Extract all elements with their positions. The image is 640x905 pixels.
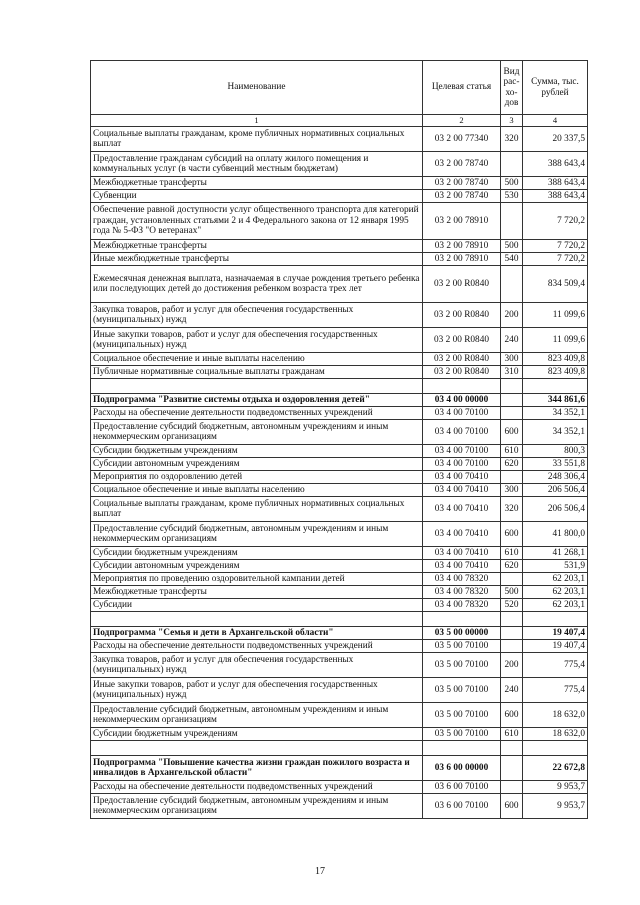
table-row	[91, 678, 588, 703]
row-expense-type: 500	[501, 177, 523, 190]
row-article	[423, 612, 501, 627]
table-row	[91, 253, 588, 266]
row-name: Закупка товаров, работ и услуг для обеспечения государственных (муниципальных) нужд	[91, 653, 423, 678]
row-sum: 62 203,1	[523, 573, 588, 586]
table-row	[91, 407, 588, 420]
row-article: 03 2 00 78740	[423, 152, 501, 177]
table-body	[91, 61, 588, 819]
row-sum: 19 407,4	[523, 627, 588, 640]
row-sum: 11 099,6	[523, 303, 588, 328]
row-expense-type	[501, 627, 523, 640]
row-expense-type: 310	[501, 366, 523, 379]
spacer-row	[91, 612, 588, 627]
row-sum: 41 268,1	[523, 547, 588, 560]
row-article	[423, 741, 501, 756]
row-name: Расходы на обеспечение деятельности подведомственных учреждений	[91, 407, 423, 420]
row-sum: 823 409,8	[523, 366, 588, 379]
row-sum	[523, 379, 588, 394]
row-article: 03 2 00 78910	[423, 203, 501, 240]
row-expense-type: 600	[501, 522, 523, 547]
row-expense-type: 610	[501, 547, 523, 560]
row-sum: 775,4	[523, 653, 588, 678]
row-expense-type: 600	[501, 703, 523, 728]
table-row	[91, 127, 588, 152]
row-article: 03 2 00 R0840	[423, 366, 501, 379]
row-sum: 388 643,4	[523, 177, 588, 190]
row-expense-type: 620	[501, 560, 523, 573]
row-article: 03 4 00 70100	[423, 420, 501, 445]
header-expense-type: Вид рас-хо-дов	[501, 61, 523, 115]
table-row	[91, 266, 588, 303]
row-article: 03 4 00 70410	[423, 471, 501, 484]
row-name: Публичные нормативные социальные выплаты гражданам	[91, 366, 423, 379]
row-name: Субсидии	[91, 599, 423, 612]
column-number-2: 2	[423, 115, 501, 127]
row-expense-type: 240	[501, 678, 523, 703]
spacer-row	[91, 379, 588, 394]
row-expense-type: 610	[501, 728, 523, 741]
header-sum: Сумма, тыс. рублей	[523, 61, 588, 115]
row-sum: 344 861,6	[523, 394, 588, 407]
table-row	[91, 152, 588, 177]
row-expense-type: 240	[501, 328, 523, 353]
row-name	[91, 379, 423, 394]
row-article: 03 4 00 70410	[423, 560, 501, 573]
header-row	[91, 61, 588, 115]
table-row	[91, 573, 588, 586]
row-expense-type	[501, 266, 523, 303]
row-sum	[523, 612, 588, 627]
table-row	[91, 366, 588, 379]
row-name	[91, 612, 423, 627]
column-number-4: 4	[523, 115, 588, 127]
row-name: Подпрограмма "Семья и дети в Архангельской области"	[91, 627, 423, 640]
row-expense-type	[501, 756, 523, 781]
row-expense-type: 300	[501, 484, 523, 497]
row-article: 03 2 00 R0840	[423, 266, 501, 303]
row-sum: 800,3	[523, 445, 588, 458]
row-article: 03 4 00 70100	[423, 445, 501, 458]
row-expense-type	[501, 741, 523, 756]
row-sum: 9 953,7	[523, 781, 588, 794]
row-article: 03 2 00 R0840	[423, 328, 501, 353]
row-article: 03 2 00 77340	[423, 127, 501, 152]
row-sum: 775,4	[523, 678, 588, 703]
row-expense-type	[501, 471, 523, 484]
header-article: Целевая статья	[423, 61, 501, 115]
row-sum: 7 720,2	[523, 203, 588, 240]
row-article: 03 4 00 70100	[423, 458, 501, 471]
row-name: Социальное обеспечение и иные выплаты населению	[91, 484, 423, 497]
row-expense-type	[501, 640, 523, 653]
column-number-1: 1	[91, 115, 423, 127]
row-expense-type: 200	[501, 653, 523, 678]
row-name: Иные закупки товаров, работ и услуг для обеспечения государственных (муниципальных) нужд	[91, 328, 423, 353]
table-row	[91, 781, 588, 794]
row-expense-type: 530	[501, 190, 523, 203]
row-name: Обеспечение равной доступности услуг общественного транспорта для категорий граждан, установленных статьями 2 и 4 Федерального закона от 12 января 1995 года № 5-ФЗ "О ветеранах"	[91, 203, 423, 240]
row-sum: 19 407,4	[523, 640, 588, 653]
row-article: 03 6 00 70100	[423, 781, 501, 794]
row-name: Ежемесячная денежная выплата, назначаемая в случае рождения третьего ребенка или последующих детей до достижения ребенком возраста трех лет	[91, 266, 423, 303]
row-sum: 388 643,4	[523, 190, 588, 203]
row-sum: 7 720,2	[523, 253, 588, 266]
subprogram-row	[91, 756, 588, 781]
table-row	[91, 445, 588, 458]
row-name: Субвенции	[91, 190, 423, 203]
row-expense-type: 610	[501, 445, 523, 458]
table-row	[91, 471, 588, 484]
row-article: 03 2 00 78740	[423, 177, 501, 190]
row-sum: 41 800,0	[523, 522, 588, 547]
row-name: Предоставление субсидий бюджетным, автономным учреждениям и иным некоммерческим организациям	[91, 703, 423, 728]
row-expense-type: 600	[501, 794, 523, 819]
table-row	[91, 420, 588, 445]
row-name: Предоставление субсидий бюджетным, автономным учреждениям и иным некоммерческим организациям	[91, 794, 423, 819]
row-name: Мероприятия по оздоровлению детей	[91, 471, 423, 484]
row-expense-type	[501, 407, 523, 420]
row-article: 03 6 00 00000	[423, 756, 501, 781]
row-article: 03 4 00 70410	[423, 547, 501, 560]
row-sum: 9 953,7	[523, 794, 588, 819]
table-row	[91, 177, 588, 190]
row-sum: 22 672,8	[523, 756, 588, 781]
row-name	[91, 741, 423, 756]
page-number: 17	[315, 866, 325, 877]
row-article: 03 5 00 70100	[423, 678, 501, 703]
row-name: Межбюджетные трансферты	[91, 586, 423, 599]
row-expense-type	[501, 612, 523, 627]
row-article: 03 6 00 70100	[423, 794, 501, 819]
row-expense-type: 540	[501, 253, 523, 266]
row-article: 03 5 00 70100	[423, 703, 501, 728]
table-row	[91, 303, 588, 328]
row-name: Расходы на обеспечение деятельности подведомственных учреждений	[91, 781, 423, 794]
table-row	[91, 640, 588, 653]
table-row	[91, 599, 588, 612]
row-name: Субсидии бюджетным учреждениям	[91, 728, 423, 741]
row-sum	[523, 741, 588, 756]
row-article	[423, 379, 501, 394]
row-expense-type: 500	[501, 586, 523, 599]
row-sum: 18 632,0	[523, 703, 588, 728]
row-article: 03 5 00 70100	[423, 640, 501, 653]
row-article: 03 5 00 70100	[423, 728, 501, 741]
row-article: 03 2 00 78910	[423, 240, 501, 253]
row-sum: 34 352,1	[523, 420, 588, 445]
table-row	[91, 240, 588, 253]
row-name: Социальные выплаты гражданам, кроме публичных нормативных социальных выплат	[91, 127, 423, 152]
row-expense-type: 600	[501, 420, 523, 445]
row-sum: 7 720,2	[523, 240, 588, 253]
row-expense-type: 320	[501, 127, 523, 152]
column-number-row	[91, 115, 588, 127]
budget-table	[90, 60, 588, 819]
column-number-3: 3	[501, 115, 523, 127]
row-sum: 34 352,1	[523, 407, 588, 420]
table-row	[91, 560, 588, 573]
row-sum: 62 203,1	[523, 586, 588, 599]
row-expense-type	[501, 394, 523, 407]
row-name: Субсидии автономным учреждениям	[91, 560, 423, 573]
row-article: 03 2 00 R0840	[423, 303, 501, 328]
row-expense-type: 520	[501, 599, 523, 612]
row-sum: 11 099,6	[523, 328, 588, 353]
table-row	[91, 203, 588, 240]
row-name: Расходы на обеспечение деятельности подведомственных учреждений	[91, 640, 423, 653]
row-name: Иные межбюджетные трансферты	[91, 253, 423, 266]
row-name: Иные закупки товаров, работ и услуг для обеспечения государственных (муниципальных) нужд	[91, 678, 423, 703]
row-sum: 62 203,1	[523, 599, 588, 612]
row-expense-type: 620	[501, 458, 523, 471]
row-article: 03 2 00 78910	[423, 253, 501, 266]
table-row	[91, 547, 588, 560]
header-name: Наименование	[91, 61, 423, 115]
subprogram-row	[91, 627, 588, 640]
table-row	[91, 353, 588, 366]
row-sum: 18 632,0	[523, 728, 588, 741]
row-sum: 20 337,5	[523, 127, 588, 152]
row-name: Социальные выплаты гражданам, кроме публичных нормативных социальных выплат	[91, 497, 423, 522]
row-sum: 206 506,4	[523, 484, 588, 497]
row-name: Предоставление субсидий бюджетным, автономным учреждениям и иным некоммерческим организациям	[91, 522, 423, 547]
row-article: 03 4 00 00000	[423, 394, 501, 407]
subprogram-row	[91, 394, 588, 407]
row-sum: 388 643,4	[523, 152, 588, 177]
table-row	[91, 458, 588, 471]
row-name: Межбюджетные трансферты	[91, 177, 423, 190]
table-row	[91, 728, 588, 741]
table-row	[91, 703, 588, 728]
row-article: 03 4 00 78320	[423, 599, 501, 612]
row-article: 03 2 00 78740	[423, 190, 501, 203]
row-name: Подпрограмма "Развитие системы отдыха и оздоровления детей"	[91, 394, 423, 407]
spacer-row	[91, 741, 588, 756]
row-sum: 823 409,8	[523, 353, 588, 366]
row-article: 03 4 00 78320	[423, 586, 501, 599]
row-name: Мероприятия по проведению оздоровительной кампании детей	[91, 573, 423, 586]
row-article: 03 5 00 00000	[423, 627, 501, 640]
row-sum: 206 506,4	[523, 497, 588, 522]
row-article: 03 4 00 78320	[423, 573, 501, 586]
table-row	[91, 328, 588, 353]
row-expense-type	[501, 152, 523, 177]
row-name: Субсидии автономным учреждениям	[91, 458, 423, 471]
row-expense-type: 200	[501, 303, 523, 328]
table-row	[91, 653, 588, 678]
row-expense-type	[501, 379, 523, 394]
row-article: 03 4 00 70100	[423, 407, 501, 420]
row-article: 03 4 00 70410	[423, 484, 501, 497]
table-row	[91, 794, 588, 819]
row-name: Субсидии бюджетным учреждениям	[91, 547, 423, 560]
row-article: 03 2 00 R0840	[423, 353, 501, 366]
row-expense-type	[501, 203, 523, 240]
row-article: 03 4 00 70410	[423, 522, 501, 547]
row-expense-type: 320	[501, 497, 523, 522]
row-expense-type: 500	[501, 240, 523, 253]
row-name: Закупка товаров, работ и услуг для обеспечения государственных (муниципальных) нужд	[91, 303, 423, 328]
row-sum: 33 551,8	[523, 458, 588, 471]
row-sum: 834 509,4	[523, 266, 588, 303]
row-sum: 531,9	[523, 560, 588, 573]
row-article: 03 5 00 70100	[423, 653, 501, 678]
row-expense-type	[501, 573, 523, 586]
table-row	[91, 586, 588, 599]
row-name: Предоставление гражданам субсидий на оплату жилого помещения и коммунальных услуг (в части субвенций местным бюджетам)	[91, 152, 423, 177]
row-name: Субсидии бюджетным учреждениям	[91, 445, 423, 458]
table-row	[91, 497, 588, 522]
table-row	[91, 522, 588, 547]
row-name: Межбюджетные трансферты	[91, 240, 423, 253]
row-expense-type: 300	[501, 353, 523, 366]
row-name: Социальное обеспечение и иные выплаты населению	[91, 353, 423, 366]
row-expense-type	[501, 781, 523, 794]
row-article: 03 4 00 70410	[423, 497, 501, 522]
table-row	[91, 190, 588, 203]
row-name: Подпрограмма "Повышение качества жизни граждан пожилого возраста и инвалидов в Архангельской области"	[91, 756, 423, 781]
row-name: Предоставление субсидий бюджетным, автономным учреждениям и иным некоммерческим организациям	[91, 420, 423, 445]
table-row	[91, 484, 588, 497]
row-sum: 248 306,4	[523, 471, 588, 484]
